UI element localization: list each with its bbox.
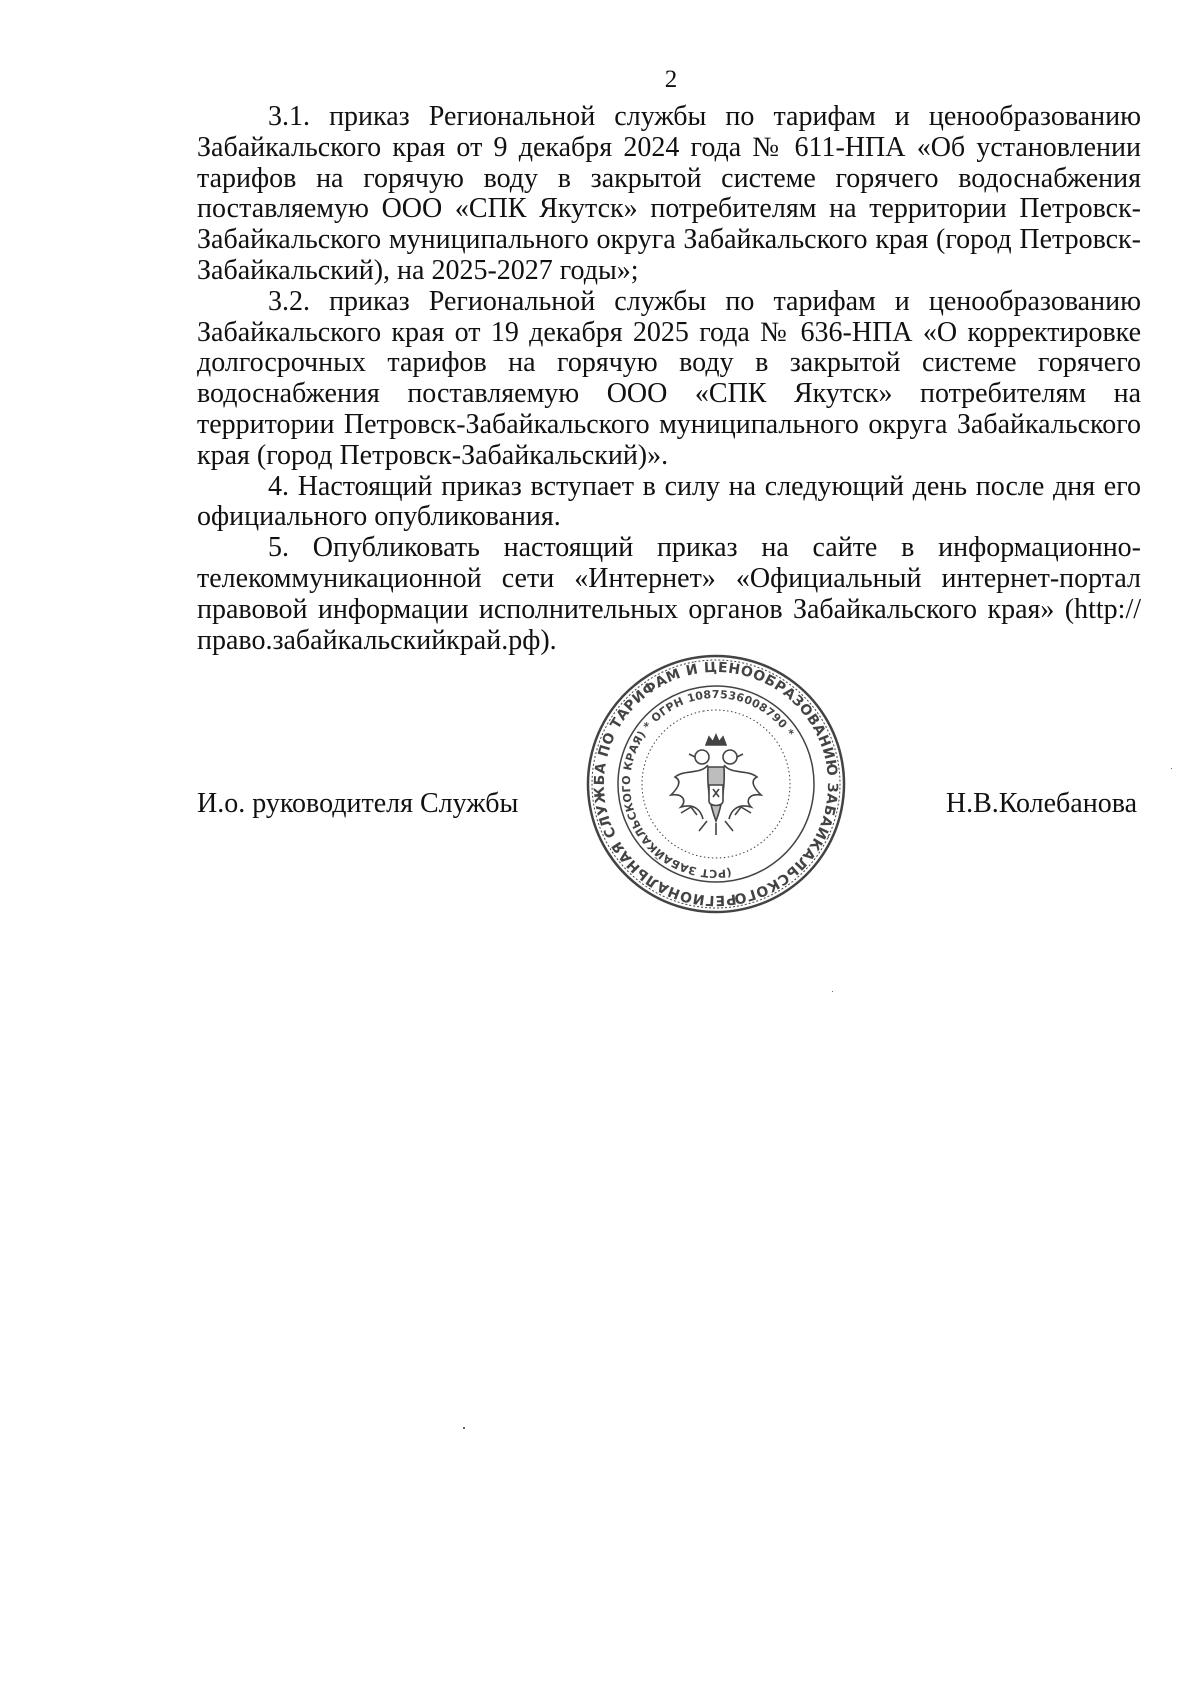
paragraph-4: 4. Настоящий приказ вступает в силу на следующий день после дня его официального опубликования.	[197, 470, 1141, 533]
paragraph-3-2: 3.2. приказ Региональной службы по тарифам и ценообразованию Забайкальского края от 19 декабря 2025 года № 636-НПА «О корректировке долгосрочных тарифов на горячую воду в закрытой системе горячего водоснабжения поставляемую ООО «СПК Якутск» потребителям на территории Петровск-Забайкальского муниципального округа Забайкальского края (город Петровск-Забайкальский)».	[197, 285, 1141, 471]
scan-speck	[832, 991, 833, 992]
eagle-emblem-icon	[671, 735, 761, 835]
signatory-position: И.о. руководителя Службы	[197, 788, 519, 819]
seal-outer-text: РЕГИОНАЛЬНАЯ СЛУЖБА ПО ТАРИФАМ И ЦЕНООБРАЗОВАНИЮ ЗАБАЙКАЛЬСКОГО	[591, 659, 841, 909]
paragraph-5: 5. Опубликовать настоящий приказ на сайте в информационно-телекоммуникационной сети «Интернет» «Официальный интернет-портал правовой информации исполнительных органов Забайкальского края» (http://право.забайкальскийкрай.рф).	[197, 532, 1141, 656]
official-seal-icon	[585, 653, 847, 915]
seal-inner-text: (РСТ ЗАБАЙКАЛЬСКОГО КРАЯ) * ОГРН 1087536008790 *	[619, 687, 797, 881]
scan-speck	[463, 1427, 465, 1429]
signatory-name: Н.В.Колебанова	[945, 788, 1137, 819]
page-number: 2	[664, 66, 678, 93]
scan-speck	[1171, 768, 1172, 769]
paragraph-3-1: 3.1. приказ Региональной службы по тарифам и ценообразованию Забайкальского края от 9 декабря 2024 года № 611-НПА «Об установлении тарифов на горячую воду в закрытой системе горячего водоснабжения поставляемую ООО «СПК Якутск» потребителям на территории Петровск-Забайкальского муниципального округа Забайкальского края (город Петровск-Забайкальский), на 2025-2027 годы»;	[197, 101, 1141, 286]
document-body	[197, 102, 1141, 656]
